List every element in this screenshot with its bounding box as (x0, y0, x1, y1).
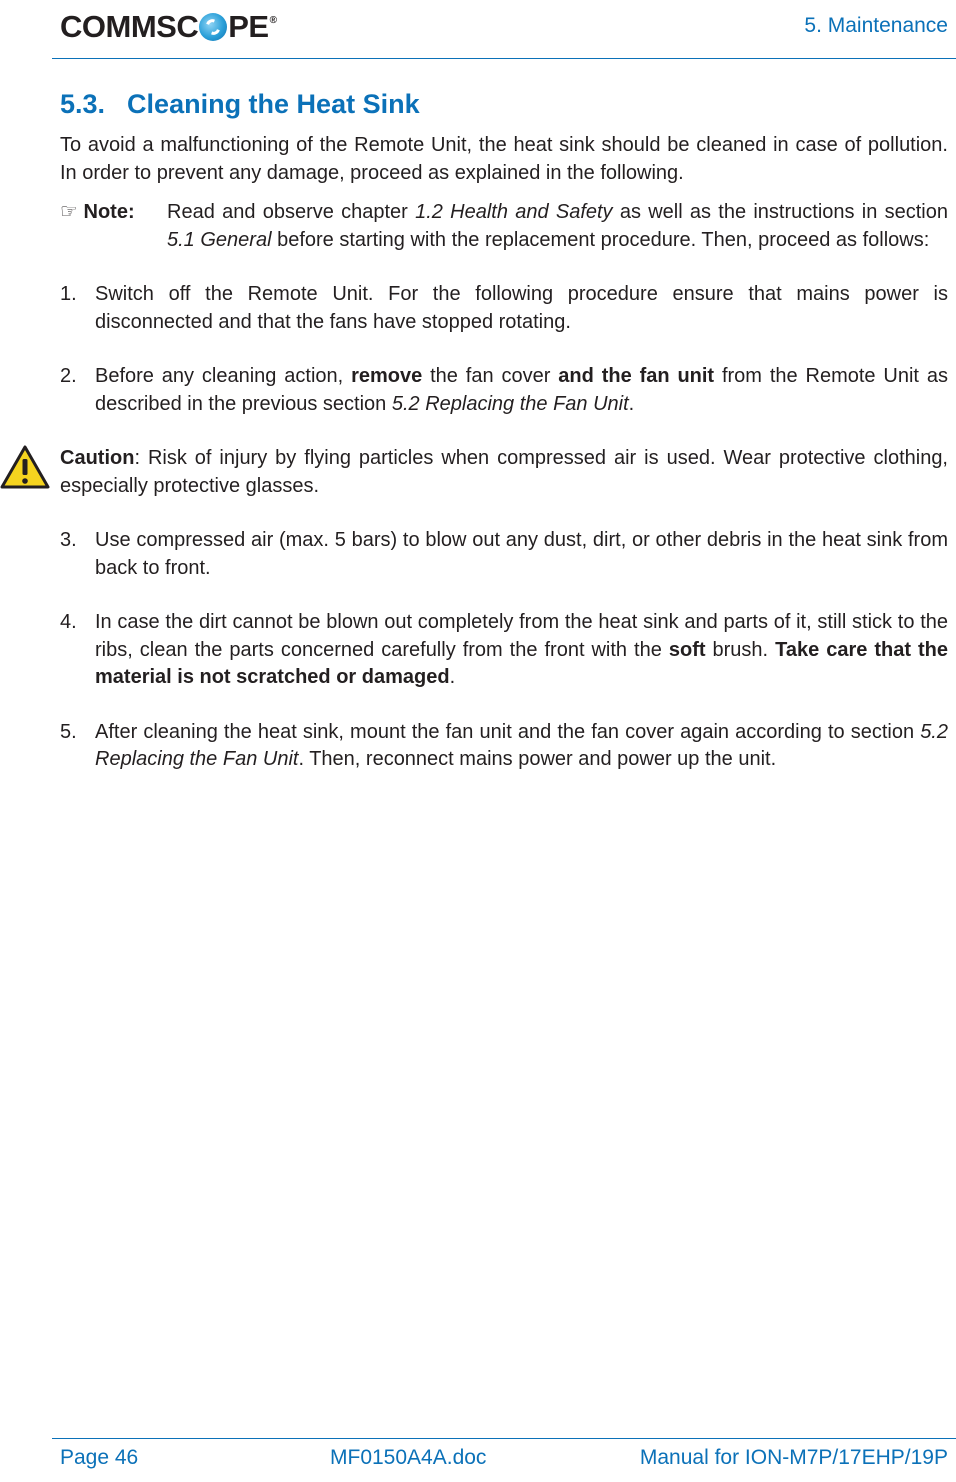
step-3: 3. Use compressed air (max. 5 bars) to blow out any dust, dirt, or other debris in the heat sink from back to front. (60, 529, 948, 579)
manual-title: Manual for ION-M7P/17EHP/19P (639, 1446, 948, 1469)
step-4: 4. In case the dirt cannot be blown out completely from the heat sink and parts of it, still stick to the ribs, clean the parts concerned carefully from the front with the soft brush. Take care that the material is not scratched or damaged. (60, 611, 949, 688)
warning-triangle-icon (0, 445, 50, 489)
section-heading: 5.3. Cleaning the Heat Sink (60, 89, 420, 119)
page-content (60, 84, 948, 774)
page-header (0, 0, 956, 60)
intro-paragraph: To avoid a malfunctioning of the Remote Unit, the heat sink should be cleaned in case of pollution. In order to prevent any damage, proceed as explained in the following. (60, 134, 948, 184)
caution-label: Caution (60, 447, 135, 469)
footer-rule (52, 1438, 956, 1439)
page-number: Page 46 (60, 1446, 139, 1469)
step-1: 1. Switch off the Remote Unit. For the following procedure ensure that mains power is disconnected and that the fans have stopped rotating. (60, 283, 948, 333)
ref-replacing-fan-unit-2: 5.2 Replacing the Fan Unit (95, 720, 948, 770)
pointing-hand-icon: ☞ (60, 201, 78, 223)
ref-replacing-fan-unit: 5.2 Replacing the Fan Unit (391, 392, 629, 415)
procedure-steps (60, 281, 948, 774)
commscope-logo (60, 10, 276, 44)
doc-filename: MF0150A4A.doc (330, 1446, 487, 1469)
header-rule (52, 58, 956, 59)
chapter-title: 5. Maintenance (804, 14, 948, 37)
note-block: ☞ Note: Read and observe chapter 1.2 Health and Safety as well as the instructions in section 5.1 General before starting with the replacement procedure. Then, proceed as follows: (60, 201, 948, 251)
logo-wordmark: COMMSC PE® (60, 9, 277, 44)
caution-block: Caution: Risk of injury by flying particles when compressed air is used. Wear protective clothing, especially protective glasses. (60, 445, 948, 500)
ref-health-safety: 1.2 Health and Safety (415, 201, 613, 223)
ref-general: 5.1 General (167, 228, 272, 251)
step-5: 5. After cleaning the heat sink, mount the fan unit and the fan cover again according to section 5.2 Replacing the Fan Unit. Then, reconnect mains power and power up the unit. (60, 720, 948, 770)
logo-globe-icon (199, 13, 227, 41)
note-label: ☞ Note: (60, 201, 135, 223)
step-2: 2. Before any cleaning action, remove the fan cover and the fan unit from the Remote Unit as described in the previous section 5.2 Replacing the Fan Unit. (60, 365, 948, 415)
